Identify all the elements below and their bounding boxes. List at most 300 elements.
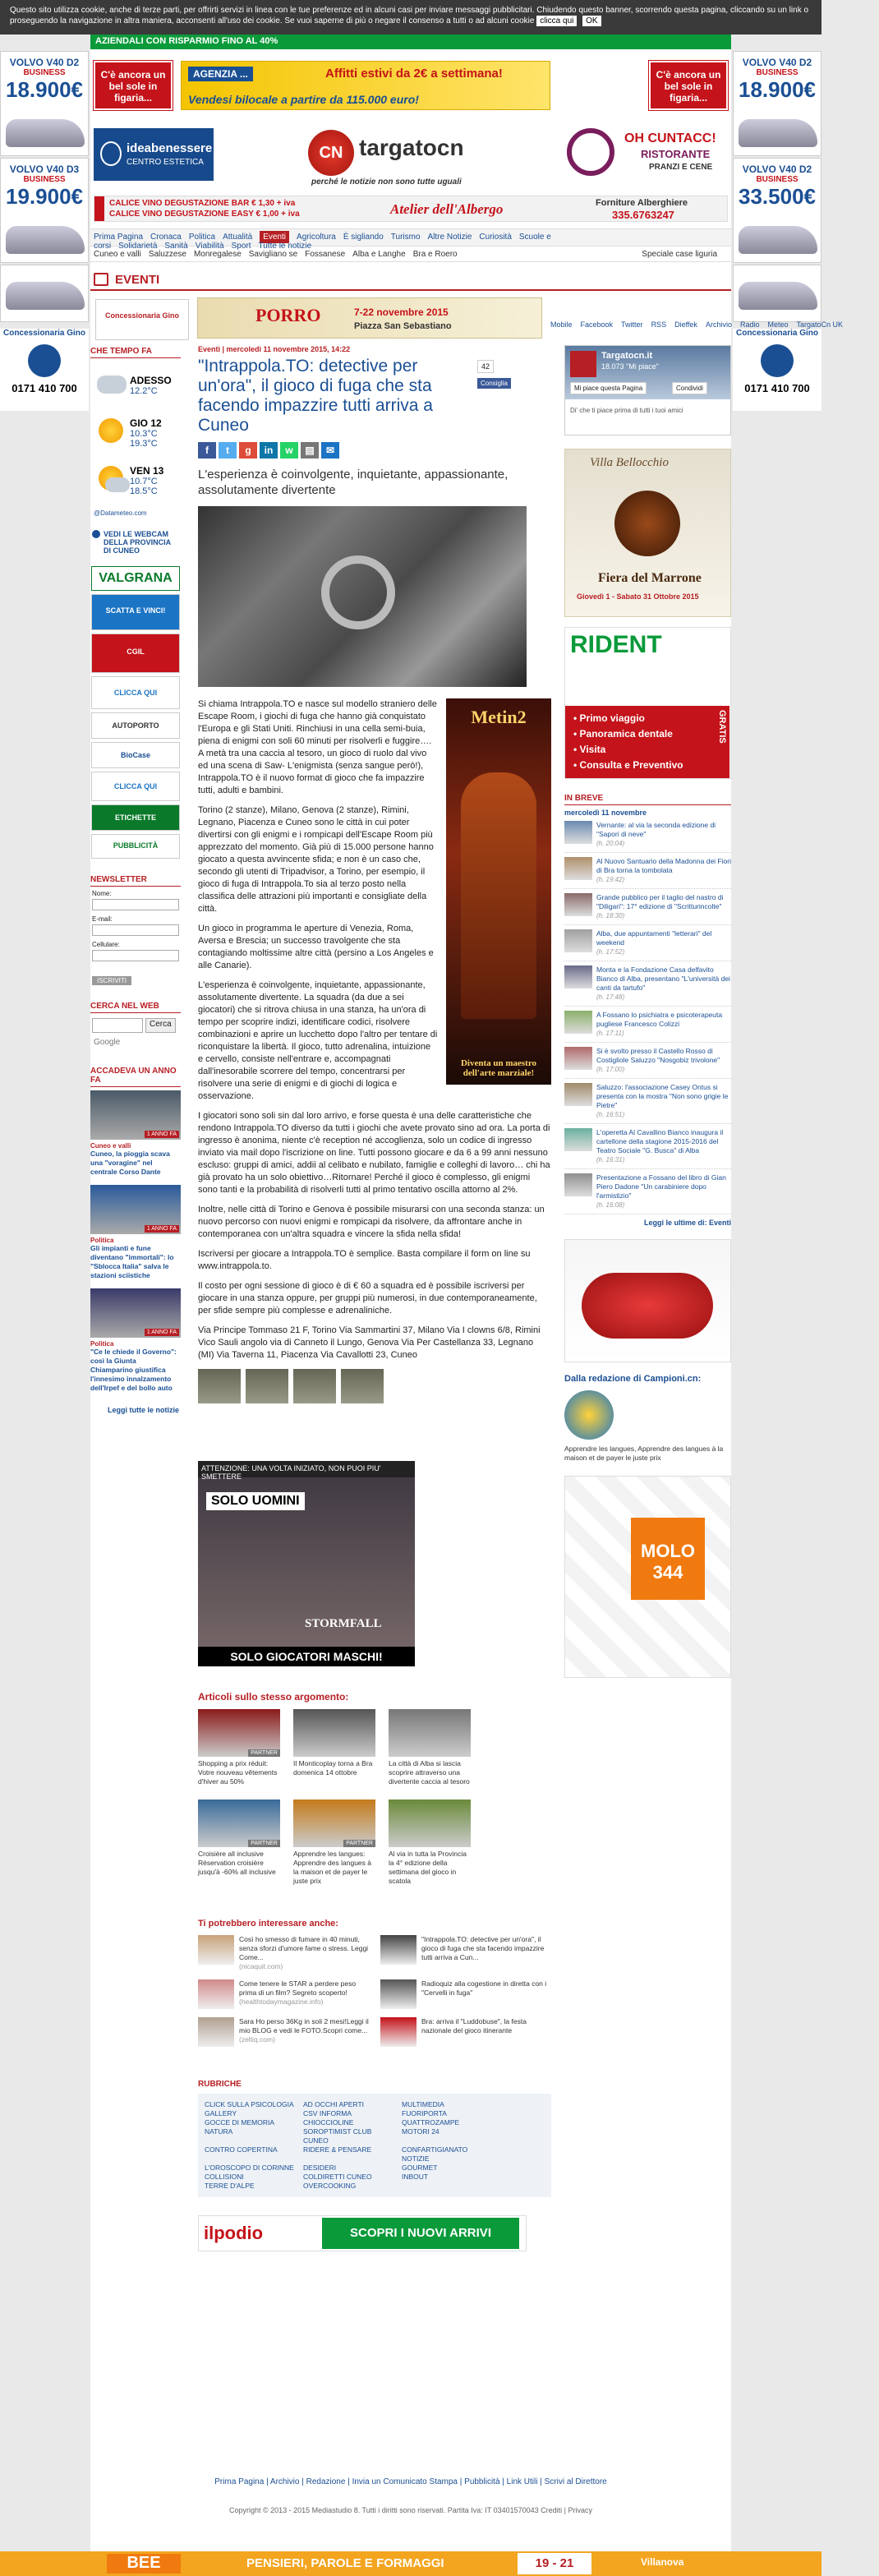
leggi-tutte-link[interactable]: Leggi tutte le notizie (108, 1406, 179, 1414)
inbreve-image (564, 893, 592, 916)
calice2-label: CALICE VINO DEGUSTAZIONE EASY € 1,00 + iva (109, 210, 300, 219)
accadeva-category: Cuneo e valli (90, 1142, 131, 1150)
tpi-image (380, 2017, 416, 2047)
porro-ad[interactable] (197, 297, 542, 339)
sub-nav-item[interactable]: Savigliano se (248, 250, 298, 259)
email-input[interactable] (92, 924, 179, 936)
cerca-title: CERCA NEL WEB (90, 1000, 181, 1013)
sub-nav-items (94, 250, 465, 259)
fb-page-avatar (570, 351, 596, 377)
speciale-link[interactable]: Speciale case liguria (642, 250, 717, 259)
toolbar-link[interactable]: Meteo (767, 320, 789, 329)
spazio-ad-1[interactable]: CLICCA QUI (91, 676, 180, 709)
article-image (198, 506, 527, 687)
volvo-ad-left-2[interactable] (0, 158, 89, 263)
sub-nav-item[interactable]: Alba e Langhe (352, 250, 406, 259)
weather-fri (90, 457, 181, 505)
rubrica-link[interactable]: CONTRO COPERTINA (205, 2145, 278, 2154)
rident-logo: RIDENT (570, 631, 662, 658)
eccoci-ad[interactable]: PUBBLICITÀ (91, 834, 180, 859)
concessionaria-phone: 0171 410 700 (12, 382, 77, 394)
print-share-icon[interactable]: ▤ (301, 442, 319, 459)
tpi-image (198, 1979, 234, 2009)
nav-item[interactable]: Sanità (164, 242, 188, 251)
cellulare-label: Cellulare: (92, 941, 120, 948)
right-column (564, 345, 731, 1678)
related-item[interactable] (293, 1709, 375, 1786)
tpi-image (198, 2017, 234, 2047)
nav-item[interactable]: È sigliando (343, 233, 384, 242)
centro-label: CENTRO ESTETICA (127, 158, 204, 167)
chestnut-icon (614, 491, 680, 556)
nav-item[interactable]: Curiosità (479, 233, 512, 242)
nav-item[interactable]: Tutte le notizie (258, 242, 312, 251)
rubrica-link[interactable]: NATURA (205, 2127, 233, 2136)
related-caption: Al via in tutta la Provincia la 4° edizione della settimana del gioco in scatola (389, 1850, 467, 1885)
concessionaria-name: Concessionaria Gino (735, 329, 819, 338)
leggi-eventi-link[interactable]: Leggi le ultime di: Eventi (643, 1219, 731, 1227)
agenzia-ad[interactable] (181, 61, 550, 110)
fb-page-likes: 18.073 "Mi piace" (601, 362, 659, 371)
sub-nav-item[interactable]: Saluzzese (148, 250, 186, 259)
pranzi-label: PRANZI E CENE (649, 163, 713, 172)
toolbar-link[interactable]: Mobile (550, 320, 573, 329)
rubrica-link[interactable]: COLDIRETTI CUNEO (303, 2173, 372, 2181)
inbreve-item[interactable] (564, 925, 731, 961)
rubrica-link[interactable]: CLICK SULLA PSICOLOGIA (205, 2100, 294, 2108)
inbreve-text: Saluzzo: l'associazione Casey Ontus si presenta con la mostra "Non sono grigie le Pietre" (h. 16:51) (596, 1083, 731, 1119)
whatsapp-share-icon[interactable]: w (280, 442, 298, 459)
car-icon (739, 226, 817, 254)
nav-item[interactable]: Attualità (223, 233, 253, 242)
atelier-ad[interactable] (94, 196, 728, 222)
inbreve-item[interactable] (564, 961, 731, 1007)
inbreve-date: mercoledì 11 novembre (564, 809, 647, 817)
concessionaria-left[interactable] (0, 329, 89, 411)
volvo-tag: BUSINESS (23, 175, 66, 184)
nav-item[interactable]: Altre Notizie (427, 233, 472, 242)
site-brand: targatocn (359, 135, 464, 160)
related-title: Articoli sullo stesso argomento: (198, 1691, 349, 1703)
car-icon (739, 282, 817, 310)
thumbnail[interactable] (246, 1369, 288, 1403)
marrone-date: Giovedì 1 - Sabato 31 Ottobre 2015 (577, 592, 699, 601)
metin2-tagline: Diventa un maestro dell'arte marziale! (460, 1058, 537, 1078)
thumbnail[interactable] (198, 1369, 241, 1403)
toolbar-link[interactable]: Facebook (580, 320, 614, 329)
rubrica-link[interactable]: L'OROSCOPO DI CORINNE (205, 2164, 294, 2172)
inbreve-item[interactable] (564, 1124, 731, 1169)
tpi-caption: Radioquiz alla cogestione in diretta con i "Cervelli in fuga" (421, 1979, 547, 1997)
stormfall-logo: STORMFALL (305, 1617, 382, 1630)
rident-item: • Primo viaggio (573, 712, 645, 724)
accadeva-image (90, 1185, 181, 1234)
molo-ad[interactable] (564, 1476, 731, 1678)
tpi-item[interactable] (198, 2017, 369, 2047)
accadeva-text: "Ce le chiede il Governo": così la Giunta Chiamparino giustifica l'innesimo innalzamento dell'Irpef e del bollo auto (90, 1348, 177, 1392)
metin2-logo: Metin2 (471, 707, 527, 727)
sole-ad-right[interactable]: C'è ancora un bel sole in figaria... (649, 61, 728, 110)
inbreve-item[interactable] (564, 889, 731, 925)
ohcuntacc-ad[interactable] (567, 128, 728, 181)
rubrica-link[interactable]: RIDERE & PENSARE (303, 2145, 372, 2154)
weather-max: 19.3°C (130, 439, 158, 449)
rubrica-link[interactable]: GOCCE DI MEMORIA (205, 2118, 275, 2127)
newsletter-title: NEWSLETTER (90, 873, 181, 887)
linkedin-share-icon[interactable]: in (260, 442, 278, 459)
cloud-icon (94, 369, 130, 402)
cerca-form (90, 1016, 181, 1035)
volvo-model: VOLVO V40 D2 (742, 57, 812, 68)
related-item[interactable] (198, 1709, 280, 1786)
stormfall-attenzione: ATTENZIONE: UNA VOLTA INIZIATO, NON PUOI PIU' SMETTERE (198, 1461, 415, 1477)
villa-label: Villa Bellocchio (590, 456, 669, 469)
toolbar-link[interactable]: Archivio (705, 320, 732, 329)
tpi-image (198, 1935, 234, 1965)
anno-badge: 1 ANNO FA (145, 1131, 179, 1138)
rubrica-link[interactable]: MULTIMEDIA (402, 2100, 444, 2108)
thumbnail[interactable] (293, 1369, 336, 1403)
fb-share-button[interactable]: Condividi (672, 382, 707, 394)
webcam-link[interactable] (90, 522, 181, 563)
tpi-grid (198, 1935, 551, 2047)
ilpodio-text: SCOPRI I NUOVI ARRIVI (322, 2218, 519, 2249)
marrone-title: Fiera del Marrone (598, 571, 702, 585)
inbreve-time: (h. 16:51) (596, 1111, 625, 1118)
concessionaria-label: Concessionaria Gino (104, 311, 180, 320)
phone-icon (761, 344, 794, 377)
sub-nav-item[interactable]: Cuneo e valli (94, 250, 141, 259)
weather-temp: 12.2°C (130, 386, 158, 396)
nav-item[interactable]: Prima Pagina (94, 233, 144, 242)
tpi-item[interactable] (380, 1979, 551, 2009)
rubrica-link[interactable]: QUATTROZAMPE (402, 2118, 460, 2127)
nav-item[interactable]: Viabilità (195, 242, 224, 251)
related-image (198, 1709, 280, 1757)
fb-friends: Di' che ti piace prima di tutti i tuoi amici (570, 407, 683, 414)
stormfall-ad[interactable] (198, 1461, 415, 1666)
rubrica-link[interactable]: SOROPTIMIST CLUB CUNEO (303, 2127, 372, 2145)
home-icon[interactable] (94, 273, 108, 286)
toolbar-link[interactable]: RSS (651, 320, 667, 329)
top-strip[interactable]: AZIENDALI CON RISPARMIO FINO AL 40% (90, 35, 731, 49)
marrone-ad[interactable] (564, 449, 731, 617)
weather-title: CHE TEMPO FA (90, 345, 181, 358)
inbreve-time: (h. 18:30) (596, 912, 625, 919)
inbreve-image (564, 1128, 592, 1151)
stormfall-tagline: SOLO GIOCATORI MASCHI! (198, 1647, 415, 1666)
fb-page-name: Targatocn.it (601, 351, 653, 361)
etichette-ad[interactable]: ETICHETTE (91, 804, 180, 831)
facebook-widget[interactable] (564, 345, 731, 435)
toolbar-link[interactable]: Radio (739, 320, 760, 329)
rident-item: • Consulta e Preventivo (573, 759, 683, 771)
bee-slogan: PENSIERI, PAROLE E FORMAGGI (246, 2556, 444, 2570)
related-caption: Croisière all inclusive Réservation croisière jusqu'à -60% all inclusive (198, 1850, 276, 1876)
inbreve-time: (h. 17:11) (596, 1030, 624, 1037)
accadeva-text: Cuneo, la pioggia scava una "voragine" nel centrale Corso Dante (90, 1150, 170, 1176)
volvo-price: 19.900€ (6, 184, 83, 209)
terranova-ad[interactable] (564, 1239, 731, 1362)
autoporto-ad[interactable]: AUTOPORTO (91, 712, 180, 739)
related-item[interactable] (389, 1709, 471, 1786)
tpi-item[interactable] (380, 2017, 551, 2047)
nav-item[interactable]: Politica (188, 233, 216, 242)
related-caption: Shopping a prix réduit: Votre nouveau vêtements d'hiver au 50% (198, 1759, 278, 1786)
tpi-title: Ti potrebbero interessare anche: (198, 1919, 338, 1929)
inbreve-time: (h. 17:48) (596, 993, 625, 1001)
tpi-image (380, 1979, 416, 2009)
rubrica-link[interactable]: CSV INFORMA (303, 2109, 352, 2117)
article-paragraph: I giocatori sono soli sin dal loro arrivo, e forse questa è una delle caratteristiche che rendono Intrappola.TO diverso da tutti i giochi che avete provato sino ad ora. La porta di ingresso è anonima, niente c'è reception né accoglienza, solo un codice di ingresso inviato via mail dopo l'iscrizione on line. Tutti possono giocare e da 6 a 99 anni nessuno escluso: gruppi di amici, addii al celibato e nubilato, famiglie e colleghi di lavoro… chi ha già provato ha un solo obiettivo…Ritornare! Perché il gioco è complesso, gli enigmi sono tanti e la probabilità di risolverli tutti al primo tentativo oscilla attorno al 2%. (198, 1111, 550, 1195)
tpi-caption: "Intrappola.TO: detective per un'ora", il gioco di fuga che sta facendo impazzire tutti arriva a Cun... (421, 1935, 545, 1961)
related-image (293, 1709, 375, 1757)
inbreve-text: Vernante: al via la seconda edizione di "Sapori di neve" (h. 20:04) (596, 821, 731, 848)
campioni-image (564, 1390, 614, 1440)
fb-like-button[interactable]: Mi piace questa Pagina (570, 382, 647, 394)
volvo-ad-right-1[interactable] (733, 51, 821, 156)
weather-min: 10.3°C (130, 429, 158, 439)
inbreve-item[interactable] (564, 817, 731, 853)
rubrica-link[interactable]: AD OCCHI APERTI (303, 2100, 364, 2108)
toolbar-link[interactable]: Twitter (621, 320, 643, 329)
ideabenessere-logo-icon (100, 141, 122, 166)
accadeva-list (90, 1090, 181, 1393)
rubrica-link[interactable]: MOTORI 24 (402, 2127, 440, 2136)
nav-item[interactable]: Turismo (390, 233, 421, 242)
car-icon (6, 226, 85, 254)
gplus-share-icon[interactable]: g (239, 442, 257, 459)
inbreve-item[interactable] (564, 1079, 731, 1124)
volvo-car-right[interactable] (733, 265, 821, 322)
inbreve-text: Alba, due appuntamenti "letterari" del weekend (h. 17:52) (596, 929, 731, 956)
site-logo[interactable] (308, 125, 513, 187)
article-body (198, 698, 551, 1362)
weather-day: GIO 12 (130, 417, 162, 429)
facebook-share-icon[interactable]: f (198, 442, 216, 459)
rubriche-title: RUBRICHE (198, 2080, 242, 2089)
biocase-ad[interactable]: BioCase (91, 742, 180, 768)
sole-ad[interactable]: C'è ancora un bel sole in figaria... (94, 61, 173, 110)
volvo-tag: BUSINESS (756, 68, 798, 77)
spazio-ad-2[interactable]: CLICCA QUI (91, 772, 180, 801)
toolbar-link[interactable]: TargatoCn UK (796, 320, 844, 329)
cerca-input[interactable] (92, 1018, 143, 1033)
accadeva-category: Politica (90, 1340, 114, 1348)
related-item[interactable] (389, 1800, 471, 1886)
inbreve-time: (h. 17:52) (596, 948, 625, 956)
rubrica-link[interactable]: INBOUT (402, 2173, 429, 2181)
rubrica-link[interactable]: DESIDERI (303, 2164, 337, 2172)
related-item[interactable] (198, 1800, 280, 1886)
tpi-source: (zeltiq.com) (239, 2035, 275, 2044)
volvo-ad-left-1[interactable] (0, 51, 89, 156)
tpi-caption: Bra: arriva il "Luddobuse", la festa nazionale del gioco itinerante (421, 2017, 527, 2035)
tpi-caption: Così ho smesso di fumare in 40 minuti, senza sforzi d'umore fame o stress. Leggi Come... (nicaquit.com) (239, 1935, 369, 1970)
ilpodio-logo: ilpodio (204, 2223, 264, 2243)
inbreve-image (564, 1011, 592, 1034)
volvo-ad-right-2[interactable] (733, 158, 821, 263)
rident-ad[interactable] (564, 627, 731, 779)
meteo-credit[interactable]: @Datameteo.com (94, 509, 147, 517)
valgrana-ad[interactable]: VALGRANA (91, 566, 180, 591)
sun-cloud-icon (94, 464, 130, 497)
weather-min: 10.7°C (130, 477, 158, 486)
accadeva-category: Politica (90, 1237, 114, 1244)
bee-banner[interactable] (0, 2551, 821, 2576)
twitter-share-icon[interactable]: t (219, 442, 237, 459)
inbreve-image (564, 1047, 592, 1070)
campioni-title: Dalla redazione di Campioni.cn: (564, 1374, 702, 1384)
cookie-text: Questo sito utilizza cookie, anche di terze parti, per offrirti servizi in linea con le tue preferenze ed in alcuni casi per inviare messaggi pubblicitari. Chiudendo questo banner, scorrendo questa pagina, cliccando su un link o proseguendo la navigazione in altra maniera, acconsenti all'uso dei cookie. Se vuoi saperne di più o negare il consenso a tutti o ad alcuni cookie (10, 6, 809, 25)
related-caption: La città di Alba si lascia scoprire attraverso una divertente caccia al tesoro (389, 1759, 470, 1786)
inbreve-text: Monta e la Fondazione Casa delfavito Bianco di Alba, presentano "L'università dei canti da tartufo" (h. 17:48) (596, 965, 730, 1001)
rubrica-link (402, 2182, 492, 2191)
weather-thu (90, 409, 181, 457)
nome-input[interactable] (92, 899, 179, 910)
cookie-ok-button[interactable]: OK (582, 16, 601, 26)
section-title: EVENTI (115, 273, 160, 287)
inbreve-item[interactable] (564, 853, 731, 889)
ilpodio-ad[interactable] (198, 2215, 527, 2251)
rubriche-list (198, 2094, 551, 2197)
porro-label: PORRO (255, 305, 321, 325)
rubrica-link[interactable]: GOURMET (402, 2164, 438, 2172)
inbreve-item[interactable] (564, 1007, 731, 1043)
concessionaria-name: Concessionaria Gino (2, 329, 86, 338)
rubrica-link[interactable]: GALLERY (205, 2109, 237, 2117)
nav-item[interactable]: Agricoltura (297, 233, 336, 242)
volvo-price: 33.500€ (739, 184, 816, 209)
cellulare-input[interactable] (92, 950, 179, 961)
tpi-item[interactable] (198, 1935, 369, 1971)
concessionaria-right[interactable] (733, 329, 821, 411)
stormfall-solo: SOLO UOMINI (206, 1492, 305, 1510)
bee-date: 19 - 21 (518, 2553, 591, 2574)
consiglia-button[interactable]: Consiglia (477, 378, 511, 389)
agenzia-label: AGENZIA ... (188, 67, 253, 81)
nav-item[interactable]: Solidarietà (118, 242, 158, 251)
rubrica-link[interactable]: TERRE D'ALPE (205, 2182, 255, 2190)
nome-label: Nome: (92, 890, 112, 897)
like-count: 42 (477, 360, 494, 373)
calice1-label: CALICE VINO DEGUSTAZIONE BAR € 1,30 + iva (109, 199, 296, 208)
nav-item[interactable]: Eventi (260, 231, 289, 243)
volvo-car-left[interactable] (0, 265, 89, 322)
cookie-more-link[interactable]: clicca qui (536, 16, 577, 26)
atelier-stripe (94, 196, 104, 221)
vendesi-label: Vendesi bilocale a partire da 115.000 euro! (188, 93, 419, 106)
nav-item[interactable]: Sport (231, 242, 251, 251)
inbreve-item[interactable] (564, 1043, 731, 1079)
footer-links[interactable]: Prima Pagina | Archivio | Redazione | Invia un Comunicato Stampa | Pubblicità | Link Utili | Scrivi al Direttore (214, 2477, 607, 2486)
volvo-tag: BUSINESS (23, 68, 66, 77)
copyright: Copyright © 2013 - 2015 Mediastudio 8. Tutti i diritti sono riservati. Partita Iva: IT 03401570043 Crediti | Privacy (228, 2506, 593, 2514)
accadeva-item[interactable] (90, 1090, 181, 1177)
car-icon (6, 119, 85, 147)
nav-item[interactable]: Cronaca (150, 233, 182, 242)
ideabenessere-ad[interactable] (94, 128, 214, 181)
concessionaria-phone: 0171 410 700 (744, 382, 810, 394)
campioni-item[interactable] (564, 1390, 731, 1440)
rubrica-link[interactable]: FUORIPORTA (402, 2109, 447, 2117)
newsletter-form (90, 890, 181, 985)
rident-list (565, 706, 729, 778)
accadeva-title: ACCADEVA UN ANNO FA (90, 1065, 181, 1087)
sub-nav-item[interactable]: Monregalese (193, 250, 242, 259)
article-paragraph: Iscriversi per giocare a Intrappola.TO è semplice. Basta compilare il form on line su www.intrappola.to. (198, 1249, 531, 1271)
article-title: "Intrappola.TO: detective per un'ora", il gioco di fuga che sta facendo impazzire tutti arriva a Cuneo (198, 357, 433, 435)
inbreve-text: Si è svolto presso il Castello Rosso di Costigliole Saluzzo "Nosgobiz trivolone" (h. 17:00) (596, 1047, 731, 1074)
email-share-icon[interactable]: ✉ (321, 442, 339, 459)
inbreve-text: A Fossano lo psichiatra e psicoterapeuta pugliese Francesco Colizzi (h. 17:11) (596, 1011, 731, 1038)
article-paragraph: Via Principe Tommaso 21 F, Torino Via Sammartini 37, Milano Via I clowns 6/8, Rimini Vico Sauli angolo via di Canneto il Lungo, Genova Via Per Castellanza 33, Legnano (MI) Via Taverna 11, Piacenza Via Cavallotti 23, Cuneo (198, 1325, 541, 1360)
article-paragraph: Si chiama Intrappola.TO e nasce sul modello straniero delle Escape Room, i giochi di fuga che hanno già conquistato l'Europa e gli Stati Uniti. Rinchiusi in una cella semi-buia, piena di enigmi con soli 60 minuti per risolverli e fuggire…. A metà tra una caccia al tesoro, un gioco di ruolo dal vivo ed una scena di Saw- L'enigmista (senza sangue però!), Intrappola.TO è il nuovo format di gioco che fa impazzire tutti, adulti e bambini. (198, 699, 437, 795)
volvo-model: VOLVO V40 D2 (742, 164, 812, 175)
plate-icon (567, 128, 614, 176)
cerca-button[interactable]: Cerca (145, 1018, 176, 1033)
sub-nav-item[interactable]: Bra e Roero (412, 250, 458, 259)
accadeva-image (90, 1090, 181, 1140)
cgil-ad[interactable]: CGIL (91, 634, 180, 673)
related-grid (198, 1709, 551, 1886)
iscriviti-button[interactable]: ISCRIVITI (92, 976, 131, 985)
affitti-label: Affitti estivi da 2€ a settimana! (325, 67, 503, 81)
rubrica-link[interactable]: CONFARTIGIANATO NOTIZIE (402, 2145, 468, 2163)
tpi-source: (healthtodaymagazine.info) (239, 1998, 324, 2006)
inbreve-image (564, 965, 592, 988)
inbreve-item[interactable] (564, 1169, 731, 1214)
metin2-ad[interactable] (446, 698, 551, 1085)
site-tagline: perché le notizie non sono tutte uguali (311, 177, 462, 187)
concessionaria-box[interactable] (95, 299, 189, 340)
related-image (293, 1800, 375, 1847)
inbreve-text: Grande pubblico per il taglio del nastro di "Diligari": 17° edizione di "Scritturincolte" (h. 18:30) (596, 893, 731, 920)
toolbar-link[interactable]: Dieffek (674, 320, 697, 329)
volvo-price: 18.900€ (6, 77, 83, 102)
article-thumbnails (198, 1369, 551, 1403)
volvo-model: VOLVO V40 D2 (9, 57, 80, 68)
rubrica-link[interactable]: CHIOCCIOLINE (303, 2118, 354, 2127)
article-meta: Eventi | mercoledì 11 novembre 2015, 14:22 (198, 345, 351, 353)
inbreve-image (564, 821, 592, 844)
warrior-figure (461, 772, 536, 1019)
tpi-item[interactable] (380, 1935, 551, 1971)
related-image (389, 1709, 471, 1757)
email-label: E-mail: (92, 915, 113, 923)
tpi-item[interactable] (198, 1979, 369, 2009)
weather-day: VEN 13 (130, 465, 164, 477)
inbreve-image (564, 1173, 592, 1196)
nav-item[interactable]: Scuole e corsi (94, 233, 551, 251)
sub-nav-item[interactable]: Fossanese (305, 250, 346, 259)
article-paragraph: L'esperienza è coinvolgente, inquietante, appassionante, assolutamente divertente. La squadra (da due a sei giocatori) che si ritrova chiusa in una stanza, ha un'ora di tempo per scoprire indizi, identificare codici, risolvere combinazioni e aprire un lucchetto dopo l'altro per tentare di riconquistare la libertà. Il gioco, tutto adrenalina, intuizione e cervello, consiste nell'entrare e, accompagnati dall'inesorabile scorrere del tempo, concentrarsi per risolvere una serie di enigmi e di giochi di logica e osservazione. (198, 980, 438, 1101)
google-logo: Google (94, 1038, 121, 1047)
sun-icon (94, 417, 130, 449)
rubrica-link[interactable]: COLLISIONI (205, 2173, 244, 2181)
atelier-phone: 335.6763247 (612, 209, 674, 221)
thumbnail[interactable] (341, 1369, 384, 1403)
related-item[interactable] (293, 1800, 375, 1886)
accadeva-item[interactable] (90, 1185, 181, 1280)
scatta-ad[interactable]: SCATTA E VINCI! (91, 594, 180, 630)
accadeva-item[interactable] (90, 1288, 181, 1393)
like-box (477, 360, 494, 373)
section-bar (90, 270, 731, 291)
rubrica-link[interactable]: OVERCOOKING (303, 2182, 357, 2190)
tpi-source: (nicaquit.com) (239, 1962, 283, 1970)
volvo-tag: BUSINESS (756, 175, 798, 184)
